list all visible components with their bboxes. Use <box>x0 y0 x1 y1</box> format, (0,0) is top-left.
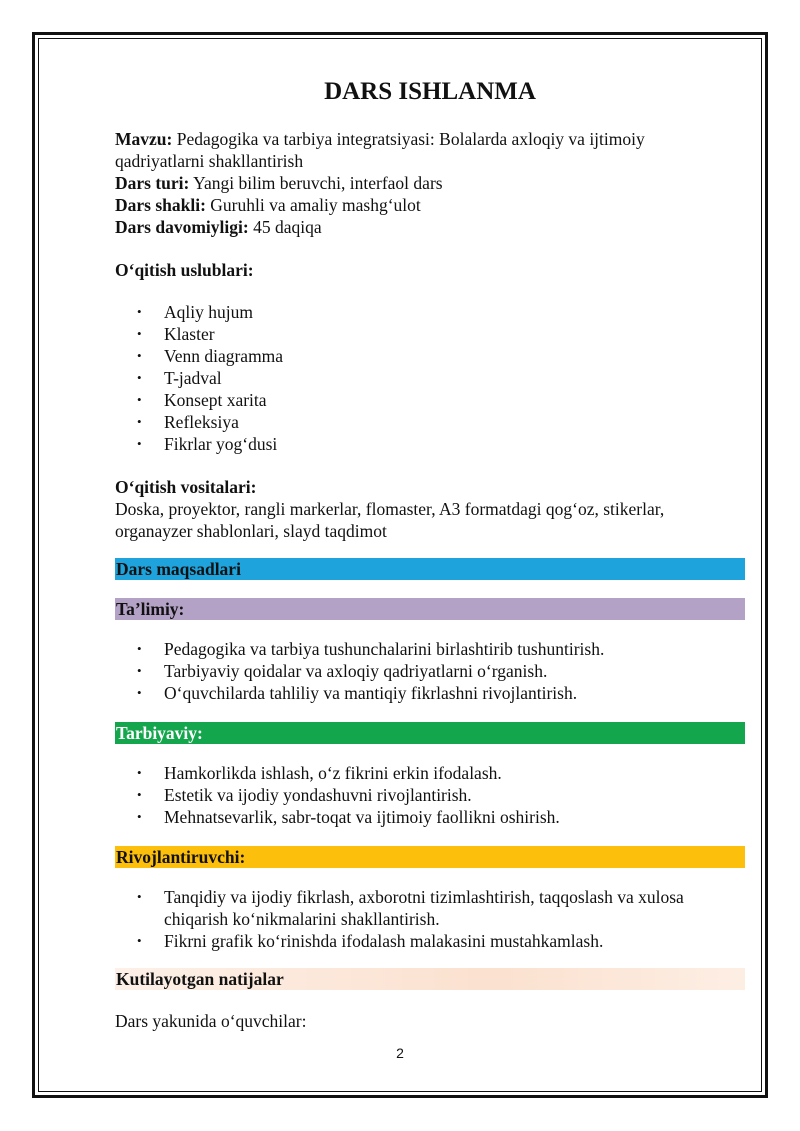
bullet-icon: • <box>137 663 142 678</box>
bullet-icon: • <box>137 933 142 948</box>
topic-line-continued: qadriyatlarni shakllantirish <box>115 151 304 171</box>
list-item: • Fikrlar yog‘dusi <box>137 434 278 454</box>
lesson-form-value: Guruhli va amaliy mashg‘ulot <box>205 195 421 215</box>
developmental-goals-list <box>115 886 745 952</box>
goals-heading-band: Dars maqsadlari <box>115 558 745 580</box>
lesson-duration-label: Dars davomiyligi: <box>115 217 249 237</box>
lesson-duration-value: 45 daqiqa <box>248 217 322 237</box>
bullet-icon: • <box>137 685 142 700</box>
bullet-icon: • <box>137 765 142 780</box>
tools-text-line-2: organayzer shablonlari, slayd taqdimot <box>115 521 387 541</box>
topic-value: Pedagogika va tarbiya integratsiyasi: Bolalarda axloqiy va ijtimoiy <box>172 129 645 149</box>
methods-list <box>115 301 745 455</box>
bullet-icon: • <box>137 414 142 429</box>
expected-results-heading-band: Kutilayotgan natijalar <box>115 968 745 990</box>
topic-line <box>115 128 745 150</box>
list-item: • O‘quvchilarda tahliliy va mantiqiy fikrlashni rivojlantirish. <box>137 683 578 703</box>
list-item: • Venn diagramma <box>137 346 284 366</box>
bullet-icon: • <box>137 370 142 385</box>
educational-heading-band: Ta’limiy: <box>115 598 745 620</box>
tools-text-line-1: Doska, proyektor, rangli markerlar, flomaster, A3 formatdagi qog‘oz, stikerlar, <box>115 499 665 519</box>
list-item: • Konsept xarita <box>137 390 267 410</box>
list-item: • Aqliy hujum <box>137 302 253 322</box>
lesson-meta <box>115 128 745 238</box>
list-item: • Pedagogika va tarbiya tushunchalarini birlashtirib tushuntirish. <box>137 639 605 659</box>
list-item: • Tanqidiy va ijodiy fikrlash, axborotni tizimlashtirish, taqqoslash va xulosa chiqarish ko‘nikmalarini shakllantirish. <box>137 887 684 929</box>
results-intro: Dars yakunida o‘quvchilar: <box>115 1011 307 1031</box>
list-item: • Tarbiyaviy qoidalar va axloqiy qadriyatlarni o‘rganish. <box>137 661 548 681</box>
bullet-icon: • <box>137 787 142 802</box>
document-body <box>115 76 745 1032</box>
document-title: DARS ISHLANMA <box>324 78 536 105</box>
developmental-heading-band: Rivojlantiruvchi: <box>115 846 745 868</box>
upbringing-goals-list <box>115 762 745 828</box>
list-item: • Klaster <box>137 324 215 344</box>
bullet-icon: • <box>137 304 142 319</box>
list-item: • Refleksiya <box>137 412 239 432</box>
bullet-icon: • <box>137 889 142 904</box>
lesson-form-label: Dars shakli: <box>115 195 206 215</box>
list-item: • Mehnatsevarlik, sabr-toqat va ijtimoiy faollikni oshirish. <box>137 807 560 827</box>
bullet-icon: • <box>137 326 142 341</box>
list-item: • Estetik va ijodiy yondashuvni rivojlantirish. <box>137 785 472 805</box>
educational-goals-list <box>115 638 745 704</box>
lesson-type-line <box>115 172 745 194</box>
bullet-icon: • <box>137 641 142 656</box>
list-item: • Fikrni grafik ko‘rinishda ifodalash malakasini mustahkamlash. <box>137 931 604 951</box>
bullet-icon: • <box>137 348 142 363</box>
topic-label: Mavzu: <box>115 129 173 149</box>
list-item: • Hamkorlikda ishlash, o‘z fikrini erkin ifodalash. <box>137 763 502 783</box>
bullet-icon: • <box>137 436 142 451</box>
lesson-type-value: Yangi bilim beruvchi, interfaol dars <box>189 173 443 193</box>
bullet-icon: • <box>137 809 142 824</box>
list-item: • T-jadval <box>137 368 222 388</box>
tools-heading: O‘qitish vositalari: <box>115 477 257 497</box>
lesson-type-label: Dars turi: <box>115 173 190 193</box>
page-number: 2 <box>396 1045 404 1061</box>
upbringing-heading-band: Tarbiyaviy: <box>115 722 745 744</box>
lesson-duration-line <box>115 216 745 238</box>
methods-heading: O‘qitish uslublari: <box>115 260 254 280</box>
bullet-icon: • <box>137 392 142 407</box>
lesson-form-line <box>115 194 745 216</box>
